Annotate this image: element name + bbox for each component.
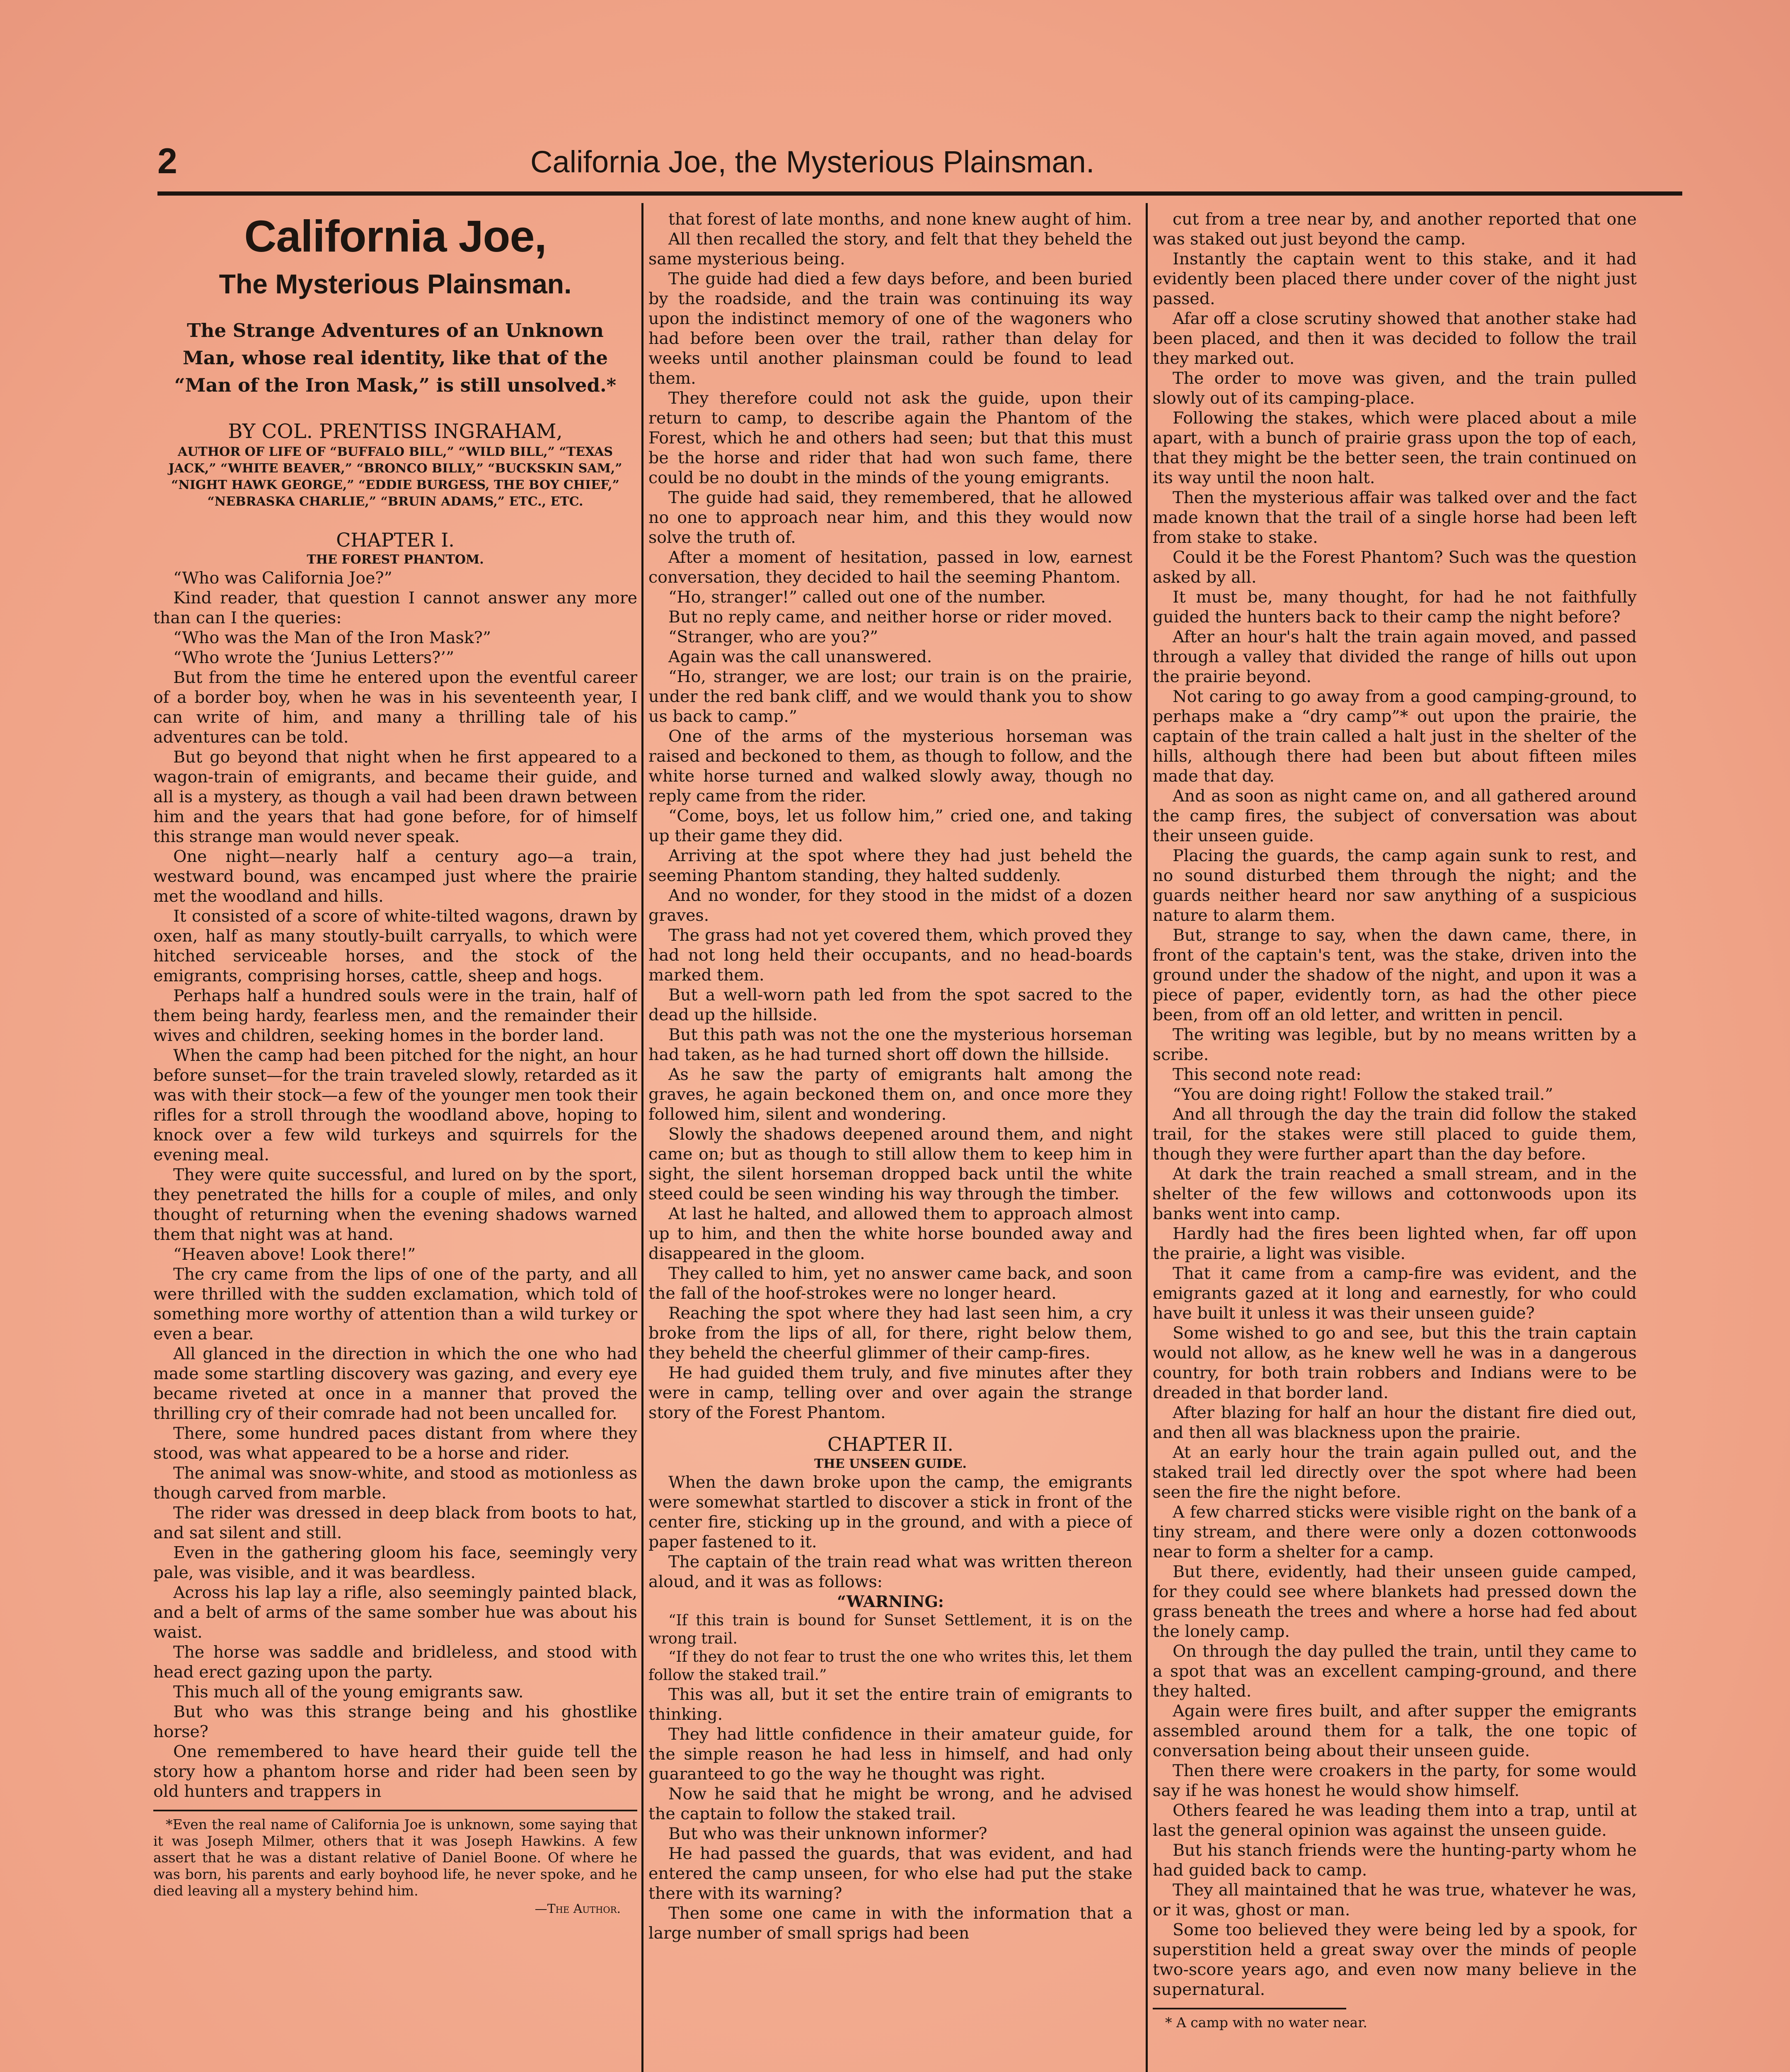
- paragraph: Arriving at the spot where they had just beheld the seeming Phantom standing, they halted suddenly.: [648, 846, 1132, 885]
- paragraph: Could it be the Forest Phantom? Such was the question asked by all.: [1153, 548, 1637, 587]
- paragraph: Some wished to go and see, but this the train captain would not allow, as he knew well he was in a dangerous country, for both train robbers and Indians were to be dreaded in that border land.: [1153, 1324, 1637, 1402]
- paragraph: The captain of the train read what was written thereon aloud, and it was as follows:: [648, 1552, 1132, 1591]
- column-2-body-c: [648, 1685, 1132, 1943]
- page-number: 2: [157, 141, 177, 181]
- paragraph: After a moment of hesitation, passed in low, earnest conversation, they decided to hail the seeming Phantom.: [648, 548, 1132, 587]
- paragraph: But no reply came, and neither horse or rider moved.: [668, 608, 1113, 627]
- paragraph: At an early hour the train again pulled out, and the staked trail led directly over the spot where had been seen the fire the night before.: [1153, 1443, 1637, 1502]
- footnote: *Even the real name of California Joe is unknown, some saying that it was Joseph Milmer, others that it was Joseph Hawkins. A few assert that he was a distant relative of Daniel Boone. Of where he was born, his parents and early boyhood life, he never spoke, and he died leaving all a mystery behind him.: [153, 1816, 637, 1899]
- footnote-rule-2: [1153, 2008, 1346, 2009]
- paragraph: But from the time he entered upon the eventful career of a border boy, when he was in his seventeenth year, I can write of him, and many a thrilling tale of his adventures can be told.: [153, 668, 637, 747]
- paragraph: “Ho, stranger, we are lost; our train is on the prairie, under the red bank cliff, and we would thank you to show us back to camp.”: [648, 667, 1132, 726]
- paragraph: As he saw the party of emigrants halt among the graves, he again beckoned them on, and once more they followed him, silent and wondering.: [648, 1065, 1132, 1124]
- paragraph: Hardly had the fires been lighted when, far off upon the prairie, a light was visible.: [1153, 1224, 1637, 1263]
- paragraph: A few charred sticks were visible right on the bank of a tiny stream, and there were only a dozen cottonwoods near to form a shelter for a camp.: [1153, 1503, 1637, 1561]
- column-3-body: [1153, 209, 1637, 1999]
- paragraph: But a well-worn path led from the spot sacred to the dead up the hillside.: [648, 985, 1132, 1024]
- paragraph: One night—nearly half a century ago—a train, westward bound, was encamped just where the prairie met the woodland and hills.: [153, 847, 637, 906]
- paragraph: The guide had died a few days before, and been buried by the roadside, and the train was continuing its way upon the indistinct memory of one of the wagoners who had before been over the trail, rather than delay for weeks until another plainsman could be found to lead them.: [648, 269, 1132, 388]
- footnote-2: * A camp with no water near.: [1165, 2014, 1367, 2031]
- paragraph: Now he said that he might be wrong, and he advised the captain to follow the staked trail.: [648, 1784, 1132, 1823]
- paragraph: “Ho, stranger!” called out one of the number.: [668, 588, 1046, 607]
- paragraph: The horse was saddle and bridleless, and stood with head erect gazing upon the party.: [153, 1643, 637, 1682]
- page-header: [157, 141, 1682, 186]
- paragraph: Slowly the shadows deepened around them, and night came on; but as though to still allow them to keep him in sight, the silent horseman dropped back until the white steed could be seen winding his way through the timber.: [648, 1125, 1132, 1203]
- paragraph: After blazing for half an hour the distant fire died out, and then all was blackness upon the prairie.: [1153, 1403, 1637, 1442]
- author-credits: AUTHOR OF LIFE OF “BUFFALO BILL,” “WILD BILL,” “TEXAS JACK,” “WHITE BEAVER,” “BRONCO BILLY,” “BUCKSKIN SAM,” “NIGHT HAWK GEORGE,” “EDDIE BURGESS, THE BOY CHIEF,” “NEBRASKA CHARLIE,” “BRUIN ADAMS,” ETC., ETC.: [168, 445, 622, 509]
- paragraph: But who was this strange being and his ghostlike horse?: [153, 1702, 637, 1741]
- paragraph: Kind reader, that question I cannot answer any more than can I the queries:: [153, 588, 637, 627]
- paragraph: Across his lap lay a rifle, also seemingly painted black, and a belt of arms of the same somber hue was about his waist.: [153, 1583, 637, 1642]
- paragraph: The order to move was given, and the train pulled slowly out of its camping-place.: [1153, 369, 1637, 408]
- paragraph: Then there were croakers in the party, for some would say if he was honest he would show himself.: [1153, 1761, 1637, 1800]
- warning-note: [648, 1612, 1132, 1685]
- paragraph: They called to him, yet no answer came back, and soon the fall of the hoof-strokes were no longer heard.: [648, 1264, 1132, 1303]
- paragraph: But there, evidently, had their unseen guide camped, for they could see where blankets had pressed down the grass beneath the trees and where a horse had fed about the lonely camp.: [1153, 1562, 1637, 1641]
- chapter-1-heading: CHAPTER I.: [336, 529, 455, 551]
- paragraph: One of the arms of the mysterious horseman was raised and beckoned to them, as though to follow, and the white horse turned and walked slowly away, though no reply came from the rider.: [648, 727, 1132, 806]
- paragraph: All then recalled the story, and felt that they beheld the same mysterious being.: [648, 230, 1132, 269]
- paragraph: The cry came from the lips of one of the party, and all were thrilled with the sudden exclamation, which told of something more worthy of attention than a wild turkey or even a bear.: [153, 1265, 637, 1343]
- chapter-2-subheading: THE UNSEEN GUIDE.: [814, 1457, 967, 1471]
- paragraph: Others feared he was leading them into a trap, until at last the general opinion was against the unseen guide.: [1153, 1801, 1637, 1840]
- paragraph: Instantly the captain went to this stake, and it had evidently been placed there under cover of the night just passed.: [1153, 249, 1637, 308]
- paragraph: When the dawn broke upon the camp, the emigrants were somewhat startled to discover a stick in front of the center fire, sticking up in the ground, and with a piece of paper fastened to it.: [648, 1473, 1132, 1552]
- author-byline: BY COL. PRENTISS INGRAHAM,: [228, 420, 563, 443]
- paragraph: They all maintained that he was true, whatever he was, or it was, ghost or man.: [1153, 1881, 1637, 1920]
- paragraph: All glanced in the direction in which the one who had made some startling discovery was gazing, and every eye became riveted at once in a manner that proved the thrilling cry of their comrade had not been uncalled for.: [153, 1344, 637, 1423]
- story-tagline: The Strange Adventures of an Unknown Man, whose real identity, like that of the “Man of the Iron Mask,” is still unsolved.*: [174, 320, 617, 396]
- paragraph: Placing the guards, the camp again sunk to rest, and no sound disturbed them through the night; and the guards neither heard nor saw anything of a suspicious nature to alarm them.: [1153, 846, 1637, 925]
- paragraph: And no wonder, for they stood in the midst of a dozen graves.: [648, 886, 1132, 925]
- paragraph: He had passed the guards, that was evident, and had entered the camp unseen, for who else had put the stake there with its warning?: [648, 1844, 1132, 1903]
- paragraph: On through the day pulled the train, until they came to a spot that was an excellent camping-ground, and there they halted.: [1153, 1642, 1637, 1701]
- column-2-body-b: [648, 1472, 1132, 1592]
- column-1-body: [153, 568, 637, 1801]
- paragraph: Reaching the spot where they had last seen him, a cry broke from the lips of all, for there, right below them, they beheld the cheerful glimmer of their camp-fires.: [648, 1304, 1132, 1363]
- paragraph: This second note read:: [1173, 1065, 1362, 1084]
- paragraph: Perhaps half a hundred souls were in the train, half of them being hardy, fearless men, and the remainder their wives and children, seeking homes in the border land.: [153, 986, 637, 1045]
- paragraph: Then some one came in with the information that a large number of small sprigs had been: [648, 1904, 1132, 1943]
- column-divider-1: [641, 203, 643, 2072]
- footnote-rule: [153, 1810, 637, 1811]
- paragraph: “You are doing right! Follow the staked trail.”: [1173, 1085, 1553, 1104]
- paragraph: “Who was the Man of the Iron Mask?”: [173, 628, 491, 647]
- column-2: [648, 209, 1132, 2072]
- paragraph: It consisted of a score of white-tilted wagons, drawn by oxen, half as many stoutly-built carryalls, to which were hitched serviceable horses, and the stock of the emigrants, comprising horses, cattle, sheep and hogs.: [153, 907, 637, 985]
- paragraph: The writing was legible, but by no means written by a scribe.: [1153, 1025, 1637, 1064]
- paragraph: But, strange to say, when the dawn came, there, in front of the captain's tent, was the stake, driven into the ground under the shadow of the night, and upon it was a piece of paper, evidently torn, as had the other piece been, from off an old letter, and written in pencil.: [1153, 926, 1637, 1024]
- paragraph: He had guided them truly, and five minutes after they were in camp, telling over and over again the strange story of the Forest Phantom.: [648, 1363, 1132, 1422]
- paragraph: “Who was California Joe?”: [173, 569, 392, 588]
- paragraph: This was all, but it set the entire train of emigrants to thinking.: [648, 1685, 1132, 1724]
- column-3: [1153, 209, 1637, 2072]
- warning-heading: “WARNING:: [837, 1592, 944, 1611]
- paragraph: This much all of the young emigrants saw.: [173, 1682, 524, 1702]
- paragraph: Again were fires built, and after supper the emigrants assembled around them for a talk, the one topic of conversation being about their unseen guide.: [1153, 1702, 1637, 1760]
- paragraph: “If they do not fear to trust the one who writes this, let them follow the staked trail.”: [648, 1648, 1132, 1684]
- paragraph: The rider was dressed in deep black from boots to hat, and sat silent and still.: [153, 1503, 637, 1542]
- chapter-1-subheading: THE FOREST PHANTOM.: [307, 552, 484, 567]
- paragraph: But go beyond that night when he first appeared to a wagon-train of emigrants, and became their guide, and all is a mystery, as though a vail had been drawn between him and the years that had gone before, for of himself this strange man would never speak.: [153, 748, 637, 846]
- column-1: [153, 209, 637, 2072]
- paragraph: At dark the train reached a small stream, and in the shelter of the few willows and cottonwoods upon its banks went into camp.: [1153, 1164, 1637, 1223]
- paragraph: cut from a tree near by, and another reported that one was staked out just beyond the camp.: [1153, 210, 1637, 249]
- header-rule: [157, 191, 1682, 196]
- paragraph: After an hour's halt the train again moved, and passed through a valley that divided the range of hills out upon the prairie beyond.: [1153, 627, 1637, 686]
- paragraph: They had little confidence in their amateur guide, for the simple reason he had less in himself, and had only guaranteed to go the way he thought was right.: [648, 1725, 1132, 1784]
- paragraph: “Stranger, who are you?”: [668, 627, 878, 646]
- chapter-2-heading: CHAPTER II.: [827, 1433, 953, 1455]
- footnote-author: —The Author.: [535, 1902, 621, 1916]
- paragraph: It must be, many thought, for had he not faithfully guided the hunters back to their camp the night before?: [1153, 588, 1637, 627]
- paragraph: They therefore could not ask the guide, upon their return to camp, to describe again the Phantom of the Forest, which he and others had seen; but that this must be the horse and rider that had won such fame, there could be no doubt in the minds of the young emigrants.: [648, 389, 1132, 487]
- paragraph: There, some hundred paces distant from where they stood, was what appeared to be a horse and rider.: [153, 1424, 637, 1463]
- paragraph: And as soon as night came on, and all gathered around the camp fires, the subject of conversation was about their unseen guide.: [1153, 787, 1637, 845]
- paragraph: that forest of late months, and none knew aught of him.: [668, 210, 1132, 229]
- column-2-body-a: [648, 209, 1132, 1423]
- paragraph: Following the stakes, which were placed about a mile apart, with a bunch of prairie grass upon the top of each, that they might be the better seen, the train continued on its way until the noon halt.: [1153, 409, 1637, 487]
- paragraph: “Who wrote the ‘Junius Letters?’”: [173, 648, 455, 667]
- paragraph: One remembered to have heard their guide tell the story how a phantom horse and rider had been seen by old hunters and trappers in: [153, 1742, 637, 1801]
- paragraph: At last he halted, and allowed them to approach almost up to him, and then the white horse bounded away and disappeared in the gloom.: [648, 1204, 1132, 1263]
- paragraph: The animal was snow-white, and stood as motionless as though carved from marble.: [153, 1464, 637, 1503]
- paragraph: They were quite successful, and lured on by the sport, they penetrated the hills for a couple of miles, and only thought of returning when the evening shadows warned them that night was at hand.: [153, 1165, 637, 1244]
- column-divider-2: [1146, 203, 1148, 2072]
- paragraph: “If this train is bound for Sunset Settlement, it is on the wrong trail.: [648, 1612, 1132, 1647]
- paragraph: But his stanch friends were the hunting-party whom he had guided back to camp.: [1153, 1841, 1637, 1880]
- paragraph: But who was their unknown informer?: [668, 1824, 987, 1843]
- paragraph: When the camp had been pitched for the night, an hour before sunset—for the train traveled slowly, retarded as it was with their stock—a few of the younger men took their rifles for a stroll through the woodland above, hoping to knock over a few wild turkeys and squirrels for the evening meal.: [153, 1046, 637, 1164]
- paragraph: That it came from a camp-fire was evident, and the emigrants gazed at it long and earnestly, for who could have built it unless it was their unseen guide?: [1153, 1264, 1637, 1323]
- paragraph: Again was the call unanswered.: [668, 647, 932, 666]
- paragraph: Then the mysterious affair was talked over and the fact made known that the trail of a single horse had been left from stake to stake.: [1153, 488, 1637, 547]
- story-title: California Joe,: [244, 211, 547, 261]
- running-title: California Joe, the Mysterious Plainsman.: [530, 145, 1095, 179]
- story-subtitle: The Mysterious Plainsman.: [219, 269, 572, 299]
- paragraph: “Come, boys, let us follow him,” cried one, and taking up their game they did.: [648, 806, 1132, 845]
- paragraph: The grass had not yet covered them, which proved they had not long held their occupants, and no head-boards marked them.: [648, 926, 1132, 985]
- paragraph: Some too believed they were being led by a spook, for superstition held a great sway over the minds of people two-score years ago, and even now many believe in the supernatural.: [1153, 1920, 1637, 1999]
- paragraph: Even in the gathering gloom his face, seemingly very pale, was visible, and it was beardless.: [153, 1543, 637, 1582]
- paragraph: “Heaven above! Look there!”: [173, 1245, 416, 1264]
- paragraph: The guide had said, they remembered, that he allowed no one to approach near him, and this they would now solve the truth of.: [648, 488, 1132, 547]
- paragraph: Afar off a close scrutiny showed that another stake had been placed, and then it was decided to follow the trail they marked out.: [1153, 309, 1637, 368]
- paragraph: But this path was not the one the mysterious horseman had taken, as he had turned short off down the hillside.: [648, 1025, 1132, 1064]
- paragraph: And all through the day the train did follow the staked trail, for the stakes were still placed to guide them, though they were further apart than the day before.: [1153, 1105, 1637, 1164]
- paragraph: Not caring to go away from a good camping-ground, to perhaps make a “dry camp”* out upon the prairie, the captain of the train called a halt just in the shelter of the hills, although there had been but about fifteen miles made that day.: [1153, 687, 1637, 786]
